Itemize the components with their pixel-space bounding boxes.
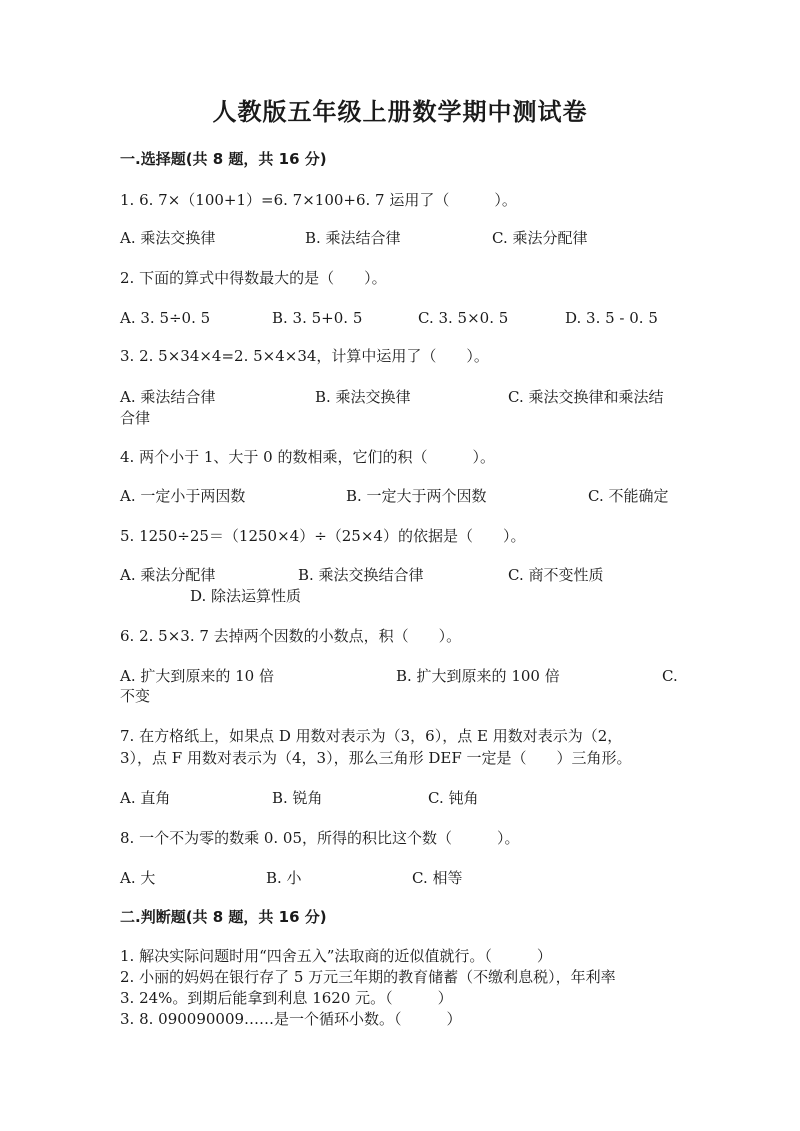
q7-option-c: C. 钝角 [428,789,479,807]
q2-option-a: A. 3. 5÷0. 5 [120,309,211,327]
q1-option-a: A. 乘法交换律 [120,229,216,247]
question-4: 4. 两个小于 1、大于 0 的数相乘，它们的积（ ）。 [120,448,495,466]
section-heading-judgment: 二.判断题(共 8 题，共 16 分) [120,908,327,926]
judgment-3: 3. 8. 090090009……是一个循环小数。（ ） [120,1010,462,1028]
q4-option-a: A. 一定小于两因数 [120,487,246,505]
q8-option-c: C. 相等 [412,869,463,887]
q2-option-d: D. 3. 5 - 0. 5 [565,309,658,327]
q7-option-b: B. 锐角 [272,789,323,807]
q6-option-b: B. 扩大到原来的 100 倍 [396,667,560,685]
q4-option-b: B. 一定大于两个因数 [346,487,487,505]
q3-option-a: A. 乘法结合律 [120,388,216,406]
q3-option-c: C. 乘法交换律和乘法结 [508,388,664,406]
q2-option-b: B. 3. 5+0. 5 [272,309,363,327]
question-7: 7. 在方格纸上，如果点 D 用数对表示为（3，6），点 E 用数对表示为（2， [120,727,623,745]
q1-option-c: C. 乘法分配律 [492,229,588,247]
page-title: 人教版五年级上册数学期中测试卷 [212,98,588,126]
question-8: 8. 一个不为零的数乘 0. 05，所得的积比这个数（ ）。 [120,829,520,847]
judgment-1: 1. 解决实际问题时用“四舍五入”法取商的近似值就行。（ ） [120,947,552,965]
q8-option-b: B. 小 [266,869,302,887]
q6-option-c: C. [662,667,678,685]
q3-option-c-continued: 合律 [120,409,151,427]
q7-option-a: A. 直角 [120,789,171,807]
question-2: 2. 下面的算式中得数最大的是（ ）。 [120,269,387,287]
q6-option-c-continued: 不变 [120,687,151,705]
question-1: 1. 6. 7×（100+1）=6. 7×100+6. 7 运用了（ ）。 [120,191,517,209]
question-5: 5. 1250÷25＝（1250×4）÷（25×4）的依据是（ ）。 [120,527,526,545]
q5-option-b: B. 乘法交换结合律 [298,566,424,584]
q8-option-a: A. 大 [120,869,156,887]
q1-option-b: B. 乘法结合律 [305,229,401,247]
judgment-2: 2. 小丽的妈妈在银行存了 5 万元三年期的教育储蓄（不缴利息税），年利率 [120,968,616,986]
q3-option-b: B. 乘法交换律 [315,388,411,406]
question-6: 6. 2. 5×3. 7 去掉两个因数的小数点，积（ ）。 [120,627,462,645]
judgment-2-continued: 3. 24%。到期后能拿到利息 1620 元。（ ） [120,989,453,1007]
q5-option-d: D. 除法运算性质 [190,587,302,605]
q5-option-c: C. 商不变性质 [508,566,604,584]
question-7-continued: 3），点 F 用数对表示为（4，3），那么三角形 DEF 一定是（ ）三角形。 [120,749,632,767]
q6-option-a: A. 扩大到原来的 10 倍 [120,667,274,685]
question-3: 3. 2. 5×34×4=2. 5×4×34，计算中运用了（ ）。 [120,347,489,365]
section-heading-choice: 一.选择题(共 8 题，共 16 分) [120,150,327,168]
q2-option-c: C. 3. 5×0. 5 [418,309,509,327]
q4-option-c: C. 不能确定 [588,487,669,505]
q5-option-a: A. 乘法分配律 [120,566,216,584]
